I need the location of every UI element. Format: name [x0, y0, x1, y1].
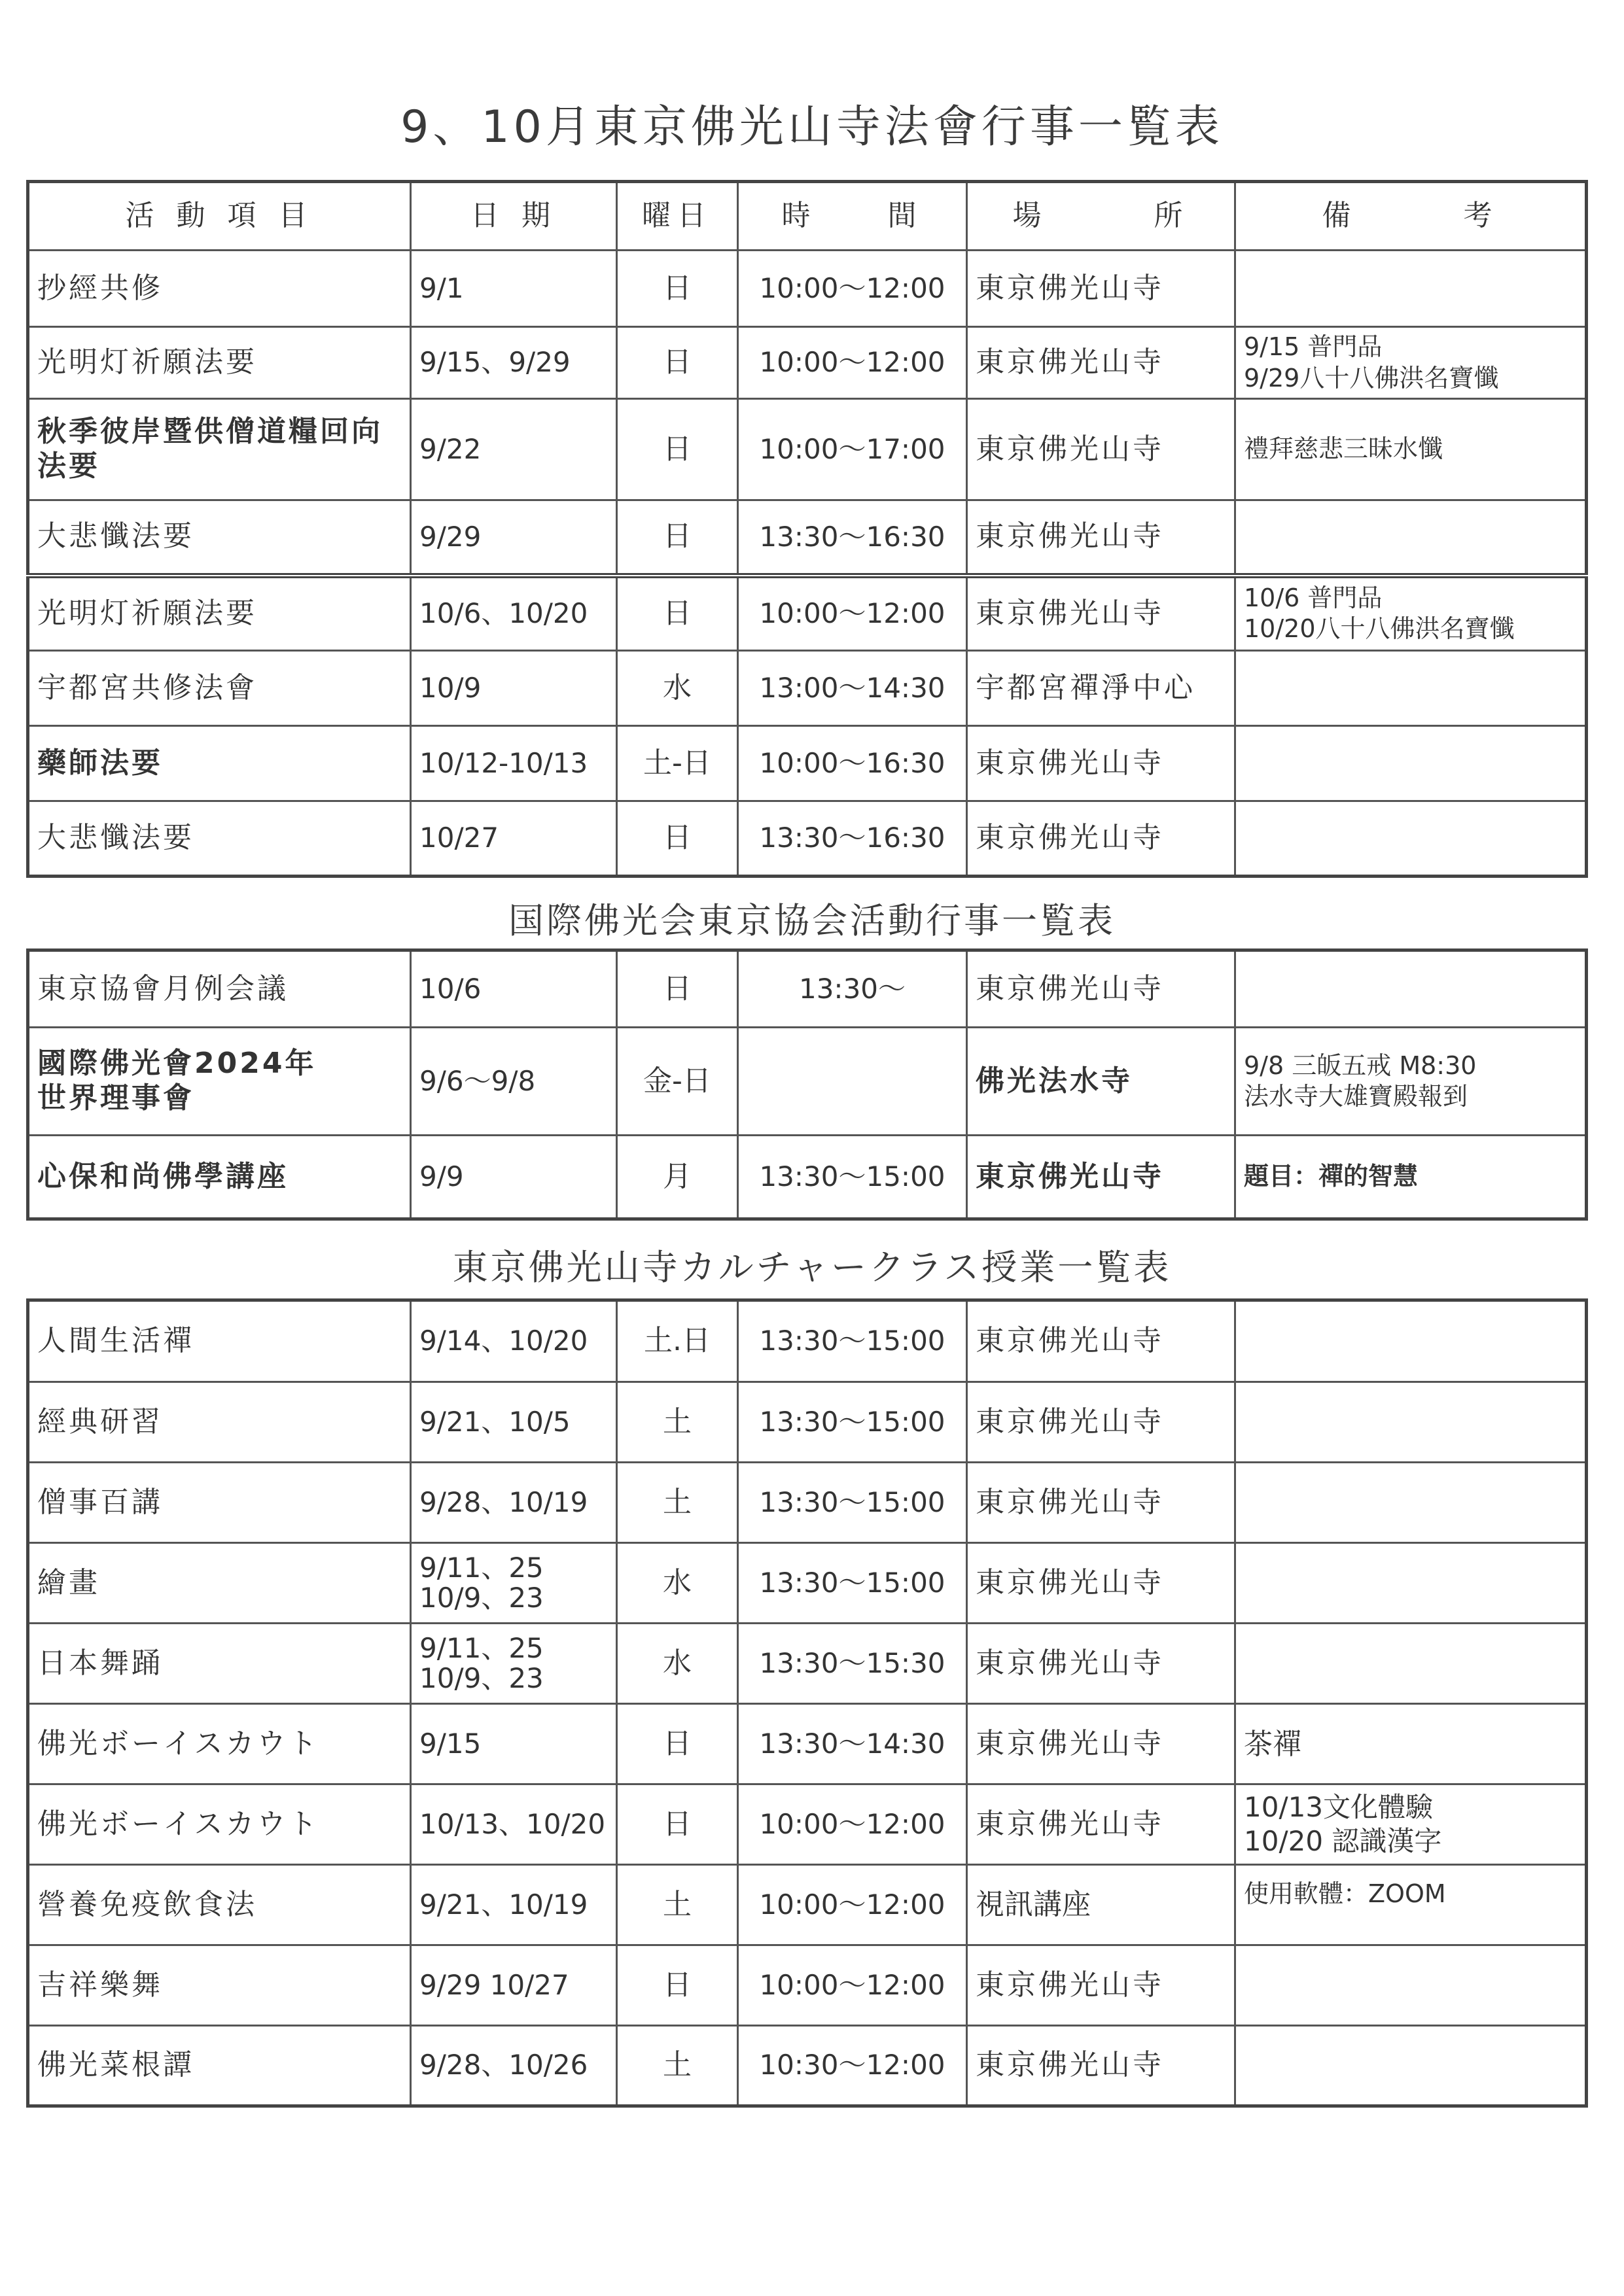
item-cell: 繪畫 — [28, 1543, 411, 1624]
table-row — [28, 950, 1587, 1028]
place-cell: 東京佛光山寺 — [967, 399, 1235, 500]
table-row — [28, 1136, 1587, 1219]
date-cell: 9/28、10/19 — [411, 1463, 617, 1543]
item-cell: 佛光ボーイスカウト — [28, 1784, 411, 1865]
time-cell: 13:30～16:30 — [738, 801, 967, 877]
item-cell: 佛光ボーイスカウト — [28, 1704, 411, 1784]
date-cell: 9/14、10/20 — [411, 1300, 617, 1382]
weekday-cell: 日 — [617, 1704, 738, 1784]
time-cell: 10:00～12:00 — [738, 1945, 967, 2026]
table-header-row — [28, 182, 1587, 251]
time-cell: 13:30～15:00 — [738, 1382, 967, 1463]
item-cell: 日本舞踊 — [28, 1624, 411, 1704]
table-row — [28, 576, 1587, 651]
note-cell — [1235, 1945, 1587, 2026]
weekday-cell: 土 — [617, 2026, 738, 2106]
item-cell: 光明灯祈願法要 — [28, 576, 411, 651]
weekday-cell: 日 — [617, 500, 738, 576]
item-cell: 東京協會月例会議 — [28, 950, 411, 1028]
date-cell: 9/29 — [411, 500, 617, 576]
table-row — [28, 1624, 1587, 1704]
date-cell: 9/15 — [411, 1704, 617, 1784]
place-cell: 佛光法水寺 — [967, 1028, 1235, 1136]
place-cell: 東京佛光山寺 — [967, 1543, 1235, 1624]
item-cell: 心保和尚佛學講座 — [28, 1136, 411, 1219]
table-row — [28, 1028, 1587, 1136]
item-cell: 大悲懺法要 — [28, 500, 411, 576]
page-title: 9、10月東京佛光山寺法會行事一覧表 — [400, 101, 1224, 153]
weekday-cell: 土 — [617, 1865, 738, 1945]
place-cell: 東京佛光山寺 — [967, 251, 1235, 327]
date-cell: 9/29 10/27 — [411, 1945, 617, 2026]
place-cell: 東京佛光山寺 — [967, 1624, 1235, 1704]
date-cell: 9/28、10/26 — [411, 2026, 617, 2106]
time-cell: 10:00～12:00 — [738, 1865, 967, 1945]
place-cell: 東京佛光山寺 — [967, 950, 1235, 1028]
note-cell — [1235, 801, 1587, 877]
table-row — [28, 801, 1587, 877]
date-cell: 9/1 — [411, 251, 617, 327]
note-cell: 禮拜慈悲三昧水懺 — [1235, 399, 1587, 500]
note-cell — [1235, 1382, 1587, 1463]
weekday-cell: 月 — [617, 1136, 738, 1219]
note-cell — [1235, 251, 1587, 327]
section-title-association: 国際佛光会東京協会活動行事一覧表 — [508, 900, 1116, 941]
time-cell: 13:30～16:30 — [738, 500, 967, 576]
note-cell: 茶禪 — [1235, 1704, 1587, 1784]
item-cell: 秋季彼岸暨供僧道糧回向法要 — [28, 399, 411, 500]
note-cell — [1235, 651, 1587, 726]
time-cell: 13:30～15:30 — [738, 1624, 967, 1704]
header-place: 場 所 — [967, 182, 1235, 251]
item-cell: 國際佛光會2024年 世界理事會 — [28, 1028, 411, 1136]
weekday-cell: 土 — [617, 1382, 738, 1463]
time-cell: 13:00～14:30 — [738, 651, 967, 726]
item-cell: 藥師法要 — [28, 726, 411, 801]
item-cell: 光明灯祈願法要 — [28, 327, 411, 399]
item-cell: 佛光菜根譚 — [28, 2026, 411, 2106]
table-row — [28, 1784, 1587, 1865]
weekday-cell: 水 — [617, 1624, 738, 1704]
place-cell: 東京佛光山寺 — [967, 726, 1235, 801]
item-cell: 營養免疫飲食法 — [28, 1865, 411, 1945]
time-cell: 10:00～16:30 — [738, 726, 967, 801]
time-cell: 13:30～15:00 — [738, 1543, 967, 1624]
table-row — [28, 1300, 1587, 1382]
place-cell: 東京佛光山寺 — [967, 1784, 1235, 1865]
date-cell: 10/13、10/20 — [411, 1784, 617, 1865]
item-cell: 抄經共修 — [28, 251, 411, 327]
note-cell — [1235, 950, 1587, 1028]
weekday-cell: 日 — [617, 327, 738, 399]
weekday-cell: 日 — [617, 399, 738, 500]
date-cell: 10/27 — [411, 801, 617, 877]
item-cell: 宇都宮共修法會 — [28, 651, 411, 726]
note-cell — [1235, 1624, 1587, 1704]
place-cell: 東京佛光山寺 — [967, 1136, 1235, 1219]
association-events-table — [26, 948, 1588, 1221]
time-cell: 10:00～12:00 — [738, 327, 967, 399]
header-weekday: 曜日 — [617, 182, 738, 251]
item-cell: 人間生活禪 — [28, 1300, 411, 1382]
place-cell: 東京佛光山寺 — [967, 576, 1235, 651]
time-cell: 10:00～12:00 — [738, 251, 967, 327]
note-cell: 題目：禪的智慧 — [1235, 1136, 1587, 1219]
time-cell: 13:30～15:00 — [738, 1300, 967, 1382]
culture-class-table — [26, 1298, 1588, 2108]
place-cell: 視訊講座 — [967, 1865, 1235, 1945]
item-cell: 吉祥樂舞 — [28, 1945, 411, 2026]
date-cell: 10/6、10/20 — [411, 576, 617, 651]
note-cell: 10/13文化體驗 10/20 認識漢字 — [1235, 1784, 1587, 1865]
time-cell — [738, 1028, 967, 1136]
place-cell: 東京佛光山寺 — [967, 500, 1235, 576]
note-cell — [1235, 726, 1587, 801]
date-cell: 9/11、25 10/9、23 — [411, 1624, 617, 1704]
place-cell: 東京佛光山寺 — [967, 2026, 1235, 2106]
table-row — [28, 1865, 1587, 1945]
table-row — [28, 251, 1587, 327]
weekday-cell: 日 — [617, 801, 738, 877]
section-title-culture-class: 東京佛光山寺カルチャークラス授業一覧表 — [452, 1247, 1172, 1288]
date-cell: 9/11、25 10/9、23 — [411, 1543, 617, 1624]
table-row — [28, 399, 1587, 500]
place-cell: 東京佛光山寺 — [967, 801, 1235, 877]
time-cell: 13:30～15:00 — [738, 1463, 967, 1543]
date-cell: 9/21、10/19 — [411, 1865, 617, 1945]
header-item: 活 動 項 目 — [28, 182, 411, 251]
place-cell: 東京佛光山寺 — [967, 1945, 1235, 2026]
note-cell: 10/6 普門品 10/20八十八佛洪名寶懺 — [1235, 576, 1587, 651]
item-cell: 僧事百講 — [28, 1463, 411, 1543]
table-row — [28, 500, 1587, 576]
header-date: 日 期 — [411, 182, 617, 251]
place-cell: 東京佛光山寺 — [967, 1463, 1235, 1543]
date-cell: 10/6 — [411, 950, 617, 1028]
note-cell — [1235, 2026, 1587, 2106]
date-cell: 9/22 — [411, 399, 617, 500]
date-cell: 9/21、10/5 — [411, 1382, 617, 1463]
note-cell — [1235, 1300, 1587, 1382]
date-cell: 9/15、9/29 — [411, 327, 617, 399]
time-cell: 10:30～12:00 — [738, 2026, 967, 2106]
time-cell: 13:30～15:00 — [738, 1136, 967, 1219]
item-cell: 經典研習 — [28, 1382, 411, 1463]
weekday-cell: 日 — [617, 576, 738, 651]
time-cell: 10:00～17:00 — [738, 399, 967, 500]
dharma-events-table — [26, 180, 1588, 878]
date-cell: 10/9 — [411, 651, 617, 726]
place-cell: 東京佛光山寺 — [967, 1382, 1235, 1463]
table-row — [28, 651, 1587, 726]
table-row — [28, 1704, 1587, 1784]
note-cell — [1235, 1543, 1587, 1624]
note-cell: 使用軟體：ZOOM — [1235, 1865, 1587, 1945]
weekday-cell: 土 — [617, 1463, 738, 1543]
header-note: 備 考 — [1235, 182, 1587, 251]
table-row — [28, 1543, 1587, 1624]
date-cell: 9/9 — [411, 1136, 617, 1219]
weekday-cell: 日 — [617, 950, 738, 1028]
weekday-cell: 水 — [617, 1543, 738, 1624]
weekday-cell: 日 — [617, 251, 738, 327]
note-cell: 9/15 普門品 9/29八十八佛洪名寶懺 — [1235, 327, 1587, 399]
note-cell — [1235, 500, 1587, 576]
table-row — [28, 1463, 1587, 1543]
time-cell: 10:00～12:00 — [738, 576, 967, 651]
weekday-cell: 水 — [617, 651, 738, 726]
weekday-cell: 日 — [617, 1945, 738, 2026]
header-time: 時 間 — [738, 182, 967, 251]
table-row — [28, 1945, 1587, 2026]
place-cell: 宇都宮禪淨中心 — [967, 651, 1235, 726]
item-cell: 大悲懺法要 — [28, 801, 411, 877]
date-cell: 9/6～9/8 — [411, 1028, 617, 1136]
weekday-cell: 日 — [617, 1784, 738, 1865]
weekday-cell: 金-日 — [617, 1028, 738, 1136]
weekday-cell: 土-日 — [617, 726, 738, 801]
time-cell: 10:00～12:00 — [738, 1784, 967, 1865]
note-cell — [1235, 1463, 1587, 1543]
table-row — [28, 726, 1587, 801]
time-cell: 13:30～ — [738, 950, 967, 1028]
place-cell: 東京佛光山寺 — [967, 1704, 1235, 1784]
table-row — [28, 1382, 1587, 1463]
place-cell: 東京佛光山寺 — [967, 1300, 1235, 1382]
table-row — [28, 2026, 1587, 2106]
weekday-cell: 土.日 — [617, 1300, 738, 1382]
place-cell: 東京佛光山寺 — [967, 327, 1235, 399]
time-cell: 13:30～14:30 — [738, 1704, 967, 1784]
note-cell: 9/8 三皈五戒 M8:30 法水寺大雄寶殿報到 — [1235, 1028, 1587, 1136]
table-row — [28, 327, 1587, 399]
date-cell: 10/12-10/13 — [411, 726, 617, 801]
